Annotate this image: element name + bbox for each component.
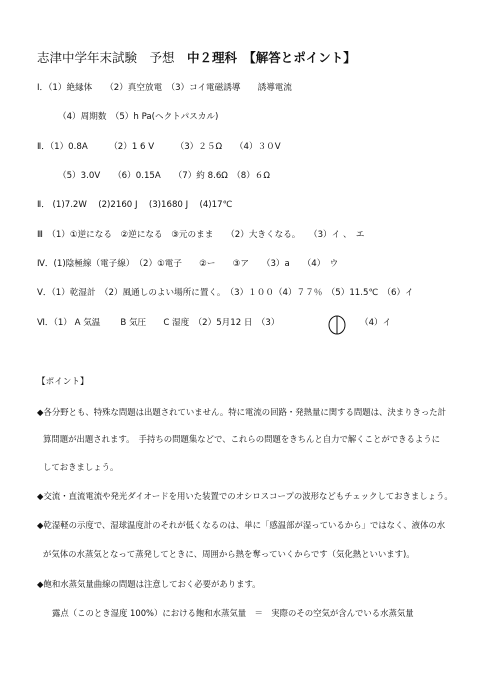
answer-section-1-line-2: （4）周期数 （5）h Pa(ヘクトパスカル) [58,112,219,122]
points-heading: 【ポイント】 [37,377,89,387]
page-title [37,52,356,65]
answer-section-7-before-symbol: Ⅵ．（1） A 気温 B 気圧 C 湿度 （2）5月12 日 （3） [37,318,280,328]
answer-section-6: Ⅴ．（1）乾湿計 （2）風通しのよい場所に置く。 （3）１００（4）７７％ （5）11.5℃ （6）イ [37,288,414,298]
point-3-line-2: が気体の水蒸気となって蒸発してときに、周囲から熱を奪っていくからです（気化熱といいます)。 [43,549,415,559]
point-4-formula: 露点（このとき湿度 100%）における飽和水蒸気量 ＝ 実際のその空気が含んでいる水蒸気量 [52,608,414,618]
answer-section-1-line-1: Ⅰ．（1）絶縁体 （2）真空放電 （3）コイ電磁誘導 誘導電流 [37,83,292,93]
circle-with-vertical-line-icon [327,315,347,335]
point-1-line-3: しておきましょう。 [43,462,119,472]
point-4: ◆飽和水蒸気量曲線の問題は注意しておく必要があります。 [37,579,261,589]
title-prefix: 志津中学年末試験 予想 [37,50,188,65]
answer-section-4: Ⅲ （1）①逆になる ②逆になる ③元のまま （2）大きくなる。 （3）イ 、 エ [37,230,365,240]
point-1-line-2: 算問題が出題されます。 手持ちの問題集などで、これらの問題をきちんと自力で解くことができるように [43,434,440,444]
answer-section-2-line-2: （5）3.0V （6）0.15A （7）約 8.6Ω （8）６Ω [58,171,270,181]
title-bold: 中２理科 【解答とポイント】 [187,50,356,65]
answer-section-5: Ⅳ．(1)陰極線（電子線） （2）①電子 ②ー ③ア （3）a （4） ウ [37,259,339,269]
answer-section-3: Ⅱ． (1)7.2W (2)2160 J (3)1680 J (4)17℃ [37,200,233,210]
answer-section-2-line-1: Ⅱ．（1）0.8A （2）1 6 V （3）２５Ω （4）３０V [37,142,281,152]
point-3-line-1: ◆乾湿軽の示度で、湿球温度計のそれが低くなるのは、単に「感温部が湿っているから」ではなく、液体の水 [37,520,446,530]
point-2: ◆交流・直流電流や発光ダイオードを用いた装置でのオシロスコープの波形などもチェックしておきましょう。 [37,491,453,501]
point-1-line-1: ◆各分野とも、特殊な問題は出題されていません。特に電流の回路・発熱量に関する問題は、決まりきった計 [37,407,446,417]
answer-section-7-after-symbol: （4）イ [360,318,392,328]
